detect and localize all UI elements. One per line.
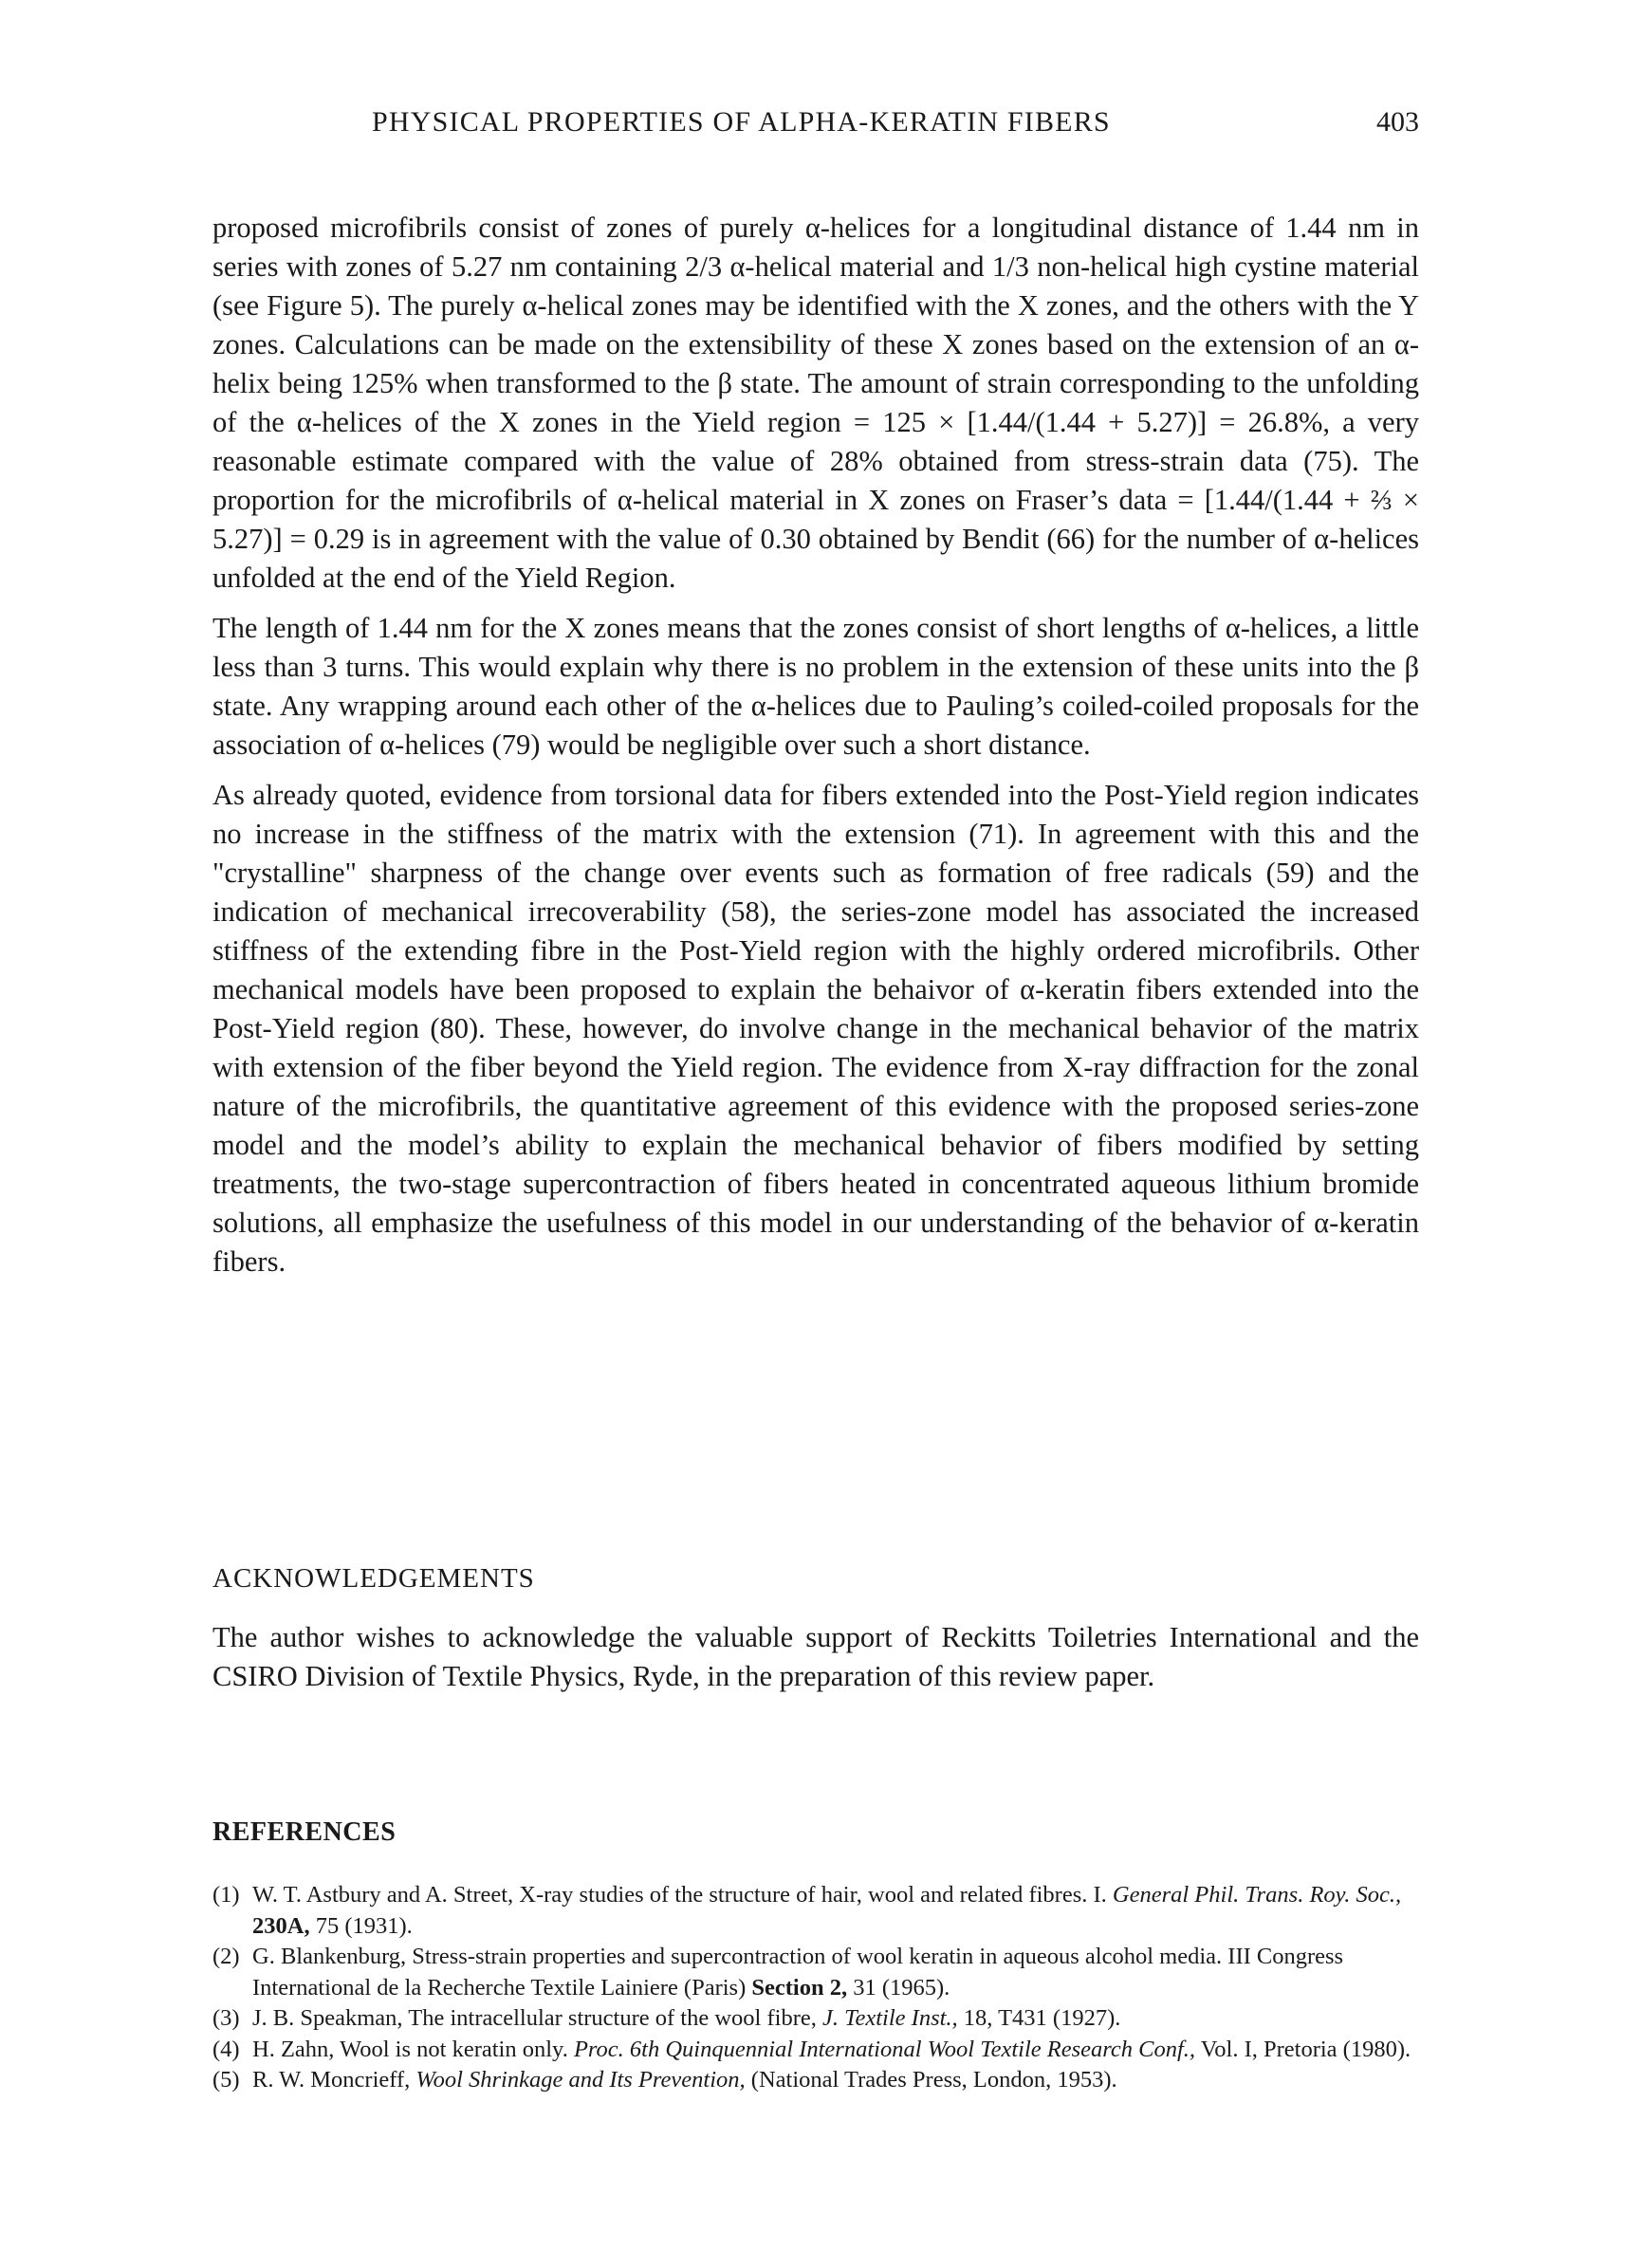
reference-item	[212, 1880, 1419, 1942]
running-header	[212, 106, 1419, 144]
ref-part: H. Zahn, Wool is not keratin only.	[252, 2036, 574, 2062]
ref-journal: J. Textile Inst.,	[821, 2005, 958, 2031]
reference-item	[212, 2065, 1419, 2096]
paragraph: The length of 1.44 nm for the X zones means that the zones consist of short lengths of α-helices, a little less than 3 turns. This would explain why there is no problem in the extension of these units into the β state. Any wrapping around each other of the α-helices due to Pauling’s coiled-coiled proposals for the association of α-helices (79) would be negligible over such a short distance.	[212, 612, 1419, 761]
ref-journal: General Phil. Trans. Roy. Soc.,	[1112, 1882, 1402, 1908]
acknowledgements-heading: ACKNOWLEDGEMENTS	[212, 1563, 535, 1594]
reference-item	[212, 1942, 1419, 2003]
ref-part: J. B. Speakman, The intracellular structure of the wool fibre,	[252, 2005, 822, 2031]
ref-part: 18, T431 (1927).	[957, 2005, 1121, 2031]
reference-number: (1)	[212, 1882, 240, 1908]
paragraph: proposed microfibrils consist of zones of purely α-helices for a longitudinal distance of 1.44 nm in series with zones of 5.27 nm containing 2/3 α-helical material and 1/3 non-helical high cystine material (see Figure 5). The purely α-helical zones may be identified with the X zones, and the others with the Y zones. Calculations can be made on the extensibility of these X zones based on the extension of an α-helix being 125% when transformed to the β state. The amount of strain corresponding to the unfolding of the α-helices of the X zones in the Yield region = 125 × [1.44/(1.44 + 5.27)] = 26.8%, a very reasonable estimate compared with the value of 28% obtained from stress-strain data (75). The proportion for the microfibrils of α-helical material in X zones on Fraser’s data = [1.44/(1.44 + ⅔ × 5.27)] = 0.29 is in agreement with the value of 0.30 obtained by Bendit (66) for the number of α-helices unfolded at the end of the Yield Region.	[212, 212, 1419, 594]
reference-item	[212, 2035, 1419, 2066]
ref-part: W. T. Astbury and A. Street, X-ray studies of the structure of hair, wool and related fibres. I.	[252, 1882, 1113, 1908]
reference-number: (3)	[212, 2005, 240, 2031]
reference-text	[252, 2065, 1419, 2096]
running-title: PHYSICAL PROPERTIES OF ALPHA-KERATIN FIBERS	[372, 106, 1111, 138]
ref-volume: 230A,	[252, 1912, 310, 1939]
reference-text	[252, 2003, 1419, 2035]
paragraph: As already quoted, evidence from torsional data for fibers extended into the Post-Yield region indicates no increase in the stiffness of the matrix with the extension (71). In agreement with this and the "crystalline" sharpness of the change over events such as formation of free radicals (59) and the indication of mechanical irrecoverability (58), the series-zone model has associated the increased stiffness of the extending fibre in the Post-Yield region with the highly ordered microfibrils. Other mechanical models have been proposed to explain the behaivor of α-keratin fibers extended into the Post-Yield region (80). These, however, do involve change in the mechanical behavior of the matrix with extension of the fiber beyond the Yield region. The evidence from X-ray diffraction for the zonal nature of the microfibrils, the quantitative agreement of this evidence with the proposed series-zone model and the model’s ability to explain the mechanical behavior of fibers modified by setting treatments, the two-stage supercontraction of fibers heated in concentrated aqueous lithium bromide solutions, all emphasize the usefulness of this model in our understanding of the behavior of α-keratin fibers.	[212, 779, 1419, 1278]
reference-item	[212, 2003, 1419, 2035]
page-number: 403	[1376, 106, 1419, 138]
ref-part: G. Blankenburg, Stress-strain properties and supercontraction of wool keratin in aqueous alcohol media. III Congress International de la Recherche Textile Lainiere (Paris)	[252, 1944, 1344, 2001]
reference-number: (5)	[212, 2067, 240, 2093]
reference-text	[252, 2035, 1419, 2066]
reference-list	[212, 1880, 1419, 2096]
ref-part: Vol. I, Pretoria (1980).	[1195, 2036, 1411, 2062]
ref-part: R. W. Moncrieff,	[252, 2067, 416, 2093]
reference-number: (4)	[212, 2036, 240, 2062]
body-text	[212, 209, 1419, 1293]
ref-part: 75 (1931).	[309, 1912, 413, 1939]
ref-journal: Wool Shrinkage and Its Prevention,	[415, 2067, 746, 2093]
acknowledgements-text: The author wishes to acknowledge the valuable support of Reckitts Toiletries International and the CSIRO Division of Textile Physics, Ryde, in the preparation of this review paper.	[212, 1621, 1419, 1692]
ref-part: (National Trades Press, London, 1953).	[745, 2067, 1117, 2093]
reference-text	[252, 1880, 1419, 1942]
ref-volume: Section 2,	[751, 1974, 848, 2001]
reference-text	[252, 1942, 1419, 2003]
reference-number: (2)	[212, 1944, 240, 1969]
references-heading: REFERENCES	[212, 1817, 397, 1847]
ref-journal: Proc. 6th Quinquennial International Wool Textile Research Conf.,	[573, 2036, 1196, 2062]
ref-part: 31 (1965).	[847, 1974, 950, 2001]
